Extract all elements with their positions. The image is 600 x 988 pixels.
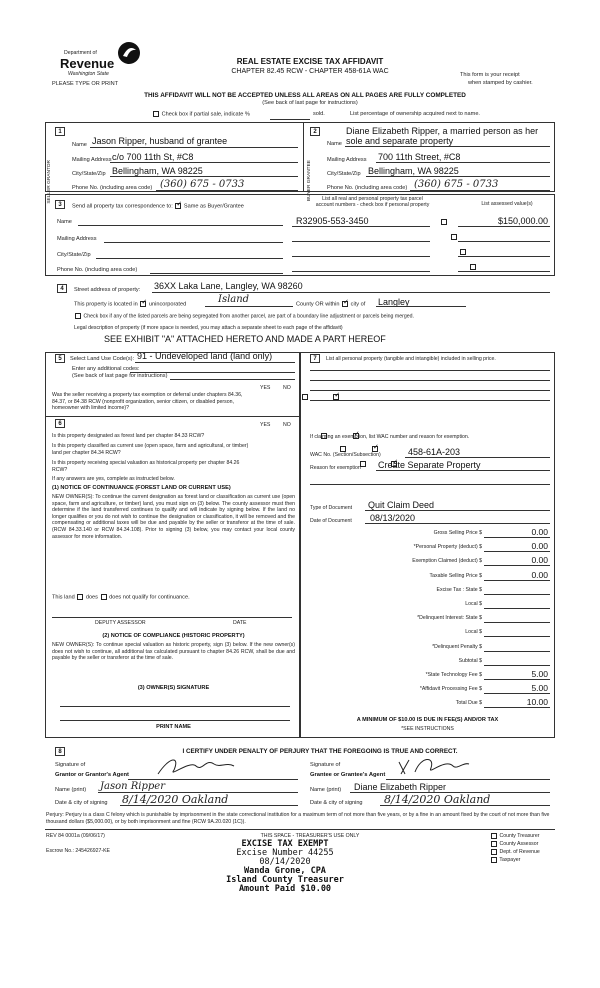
warning-text: THIS AFFIDAVIT WILL NOT BE ACCEPTED UNLESS ALL AREAS ON ALL PAGES ARE FULLY COMPLETED (144, 92, 466, 99)
dor-logo-mark-icon (116, 40, 142, 66)
grantee-date-city[interactable]: 8/14/2020 Oakland (384, 793, 491, 806)
stamp-line: Excise Number 44255 (236, 848, 334, 858)
seller-city[interactable]: Bellingham, WA 98225 (112, 166, 203, 176)
owner-signature: (3) OWNER(S) SIGNATURE (137, 685, 210, 691)
buyer-city[interactable]: Bellingham, WA 98225 (368, 166, 459, 176)
form-chapter: CHAPTER 82.45 RCW - CHAPTER 458-61A WAC (231, 68, 389, 75)
seller-mail-label: Mailing Address (72, 157, 112, 163)
section-8-number: 8 (55, 747, 65, 756)
seller-mail[interactable]: c/o 700 11th St, #C8 (112, 152, 194, 162)
legal-description-label: Legal description of property (if more space is needed, you may attach a separate sheet to each page of the affidavit) (74, 325, 343, 331)
parcel-header-1: List all real and personal property tax parcel (322, 196, 423, 202)
fee-value[interactable]: 10.00 (526, 697, 548, 708)
s6-if-yes: If any answers are yes, complete as instructed below. (52, 476, 175, 482)
does-not-checkbox[interactable] (101, 594, 107, 600)
s6-q1: Is this property designated as forest land per chapter 84.33 RCW? (52, 433, 205, 439)
city-name[interactable]: Langley (378, 297, 410, 307)
doc-date-label: Date of Document (310, 518, 352, 524)
section-2-number: 2 (310, 127, 320, 136)
exemption-question: Was the seller receiving a property tax exemption or deferral under chapters 84.36, 84.37, or 84.38 RCW (nonprofit organization, senior citizen, or disabled person, homeowner with limited income)? (52, 392, 243, 411)
s6-q3: Is this property receiving special valuation as historical property per chapter 84.26 RCW? (52, 460, 240, 473)
segregated-checkbox[interactable] (75, 313, 81, 319)
receipt-note-1: This form is your receipt (460, 72, 520, 78)
copy-recipient: County Assessor (490, 840, 540, 848)
fee-value[interactable]: 0.00 (531, 555, 548, 566)
buyer-side-label: BUYER GRANTEE (307, 160, 312, 202)
buyer-name-line2[interactable]: sole and separate property (346, 136, 454, 146)
seller-name-label: Name (72, 142, 87, 148)
seller-city-label: City/State/Zip (72, 171, 106, 177)
buyer-phone-label: Phone No. (including area code) (327, 185, 408, 191)
grantee-name-label: Name (print) (310, 787, 342, 793)
doc-type-label: Type of Document (310, 505, 353, 511)
does-checkbox[interactable] (77, 594, 83, 600)
perjury-notice: Perjury: Perjury is a class C felony which is punishable by imprisonment in the state correctional institution for a maximum term of not more than five years, or by a fine in an amount fixed by the court of not more than five thousand dollars ($5,000.00), or by both imprisonment and fine (RCW 9A.20.020 (1C)). (46, 812, 550, 825)
section-4-number: 4 (57, 284, 67, 293)
parcel-number[interactable]: R32905-553-3450 (296, 216, 369, 226)
seller-side-label: SELLER GRANTOR (47, 160, 52, 204)
grantor-name-label: Name (print) (55, 787, 87, 793)
grantee-print-name[interactable]: Diane Elizabeth Ripper (354, 782, 447, 792)
s3-phone-label: Phone No. (including area code) (57, 267, 138, 273)
land-use-code[interactable]: 91 - Undeveloped land (land only) (137, 351, 273, 361)
buyer-mail-label: Mailing Address (327, 157, 367, 163)
notice2-title: (2) NOTICE OF COMPLIANCE (HISTORIC PROPERTY) (102, 633, 245, 639)
grantor-date-label: Date & city of signing (55, 800, 108, 806)
s5-yes-checkbox[interactable] (302, 394, 308, 400)
wac-number[interactable]: 458-61A-203 (408, 447, 461, 457)
assessed-header: List assessed value(s) (481, 201, 533, 207)
see-instructions: *SEE INSTRUCTIONS (401, 726, 454, 732)
personal-property-label: List all personal property (tangible and intangible) included in selling price. (326, 356, 496, 362)
fee-label: Excise Tax : State $ (436, 586, 482, 593)
copy-checkbox[interactable] (491, 849, 497, 855)
exhibit-text[interactable]: SEE EXHIBIT "A" ATTACHED HERETO AND MADE A PART HEREOF (104, 334, 386, 344)
qualify-line: This land does does not qualify for continuance. (52, 594, 190, 601)
s5-no: NO (283, 385, 291, 391)
notice1-text: NEW OWNER(S): To continue the current designation as forest land or classification as current use (open space, farm and agriculture, or timber) land, you must sign on (3) below. The county assessor must then determine if the land transferred continues to qualify and will indicate by signing below. If the land no longer qualifies or you do not wish to continue the designation or classification, it will be removed and the compensating or additional taxes will be due and payable by the seller or transferor at the time of sale. (RCW 84.33.140 or RCW 84.34.108). Prior to signing (3) below, you may contact your local county assessor for more information. (52, 494, 295, 540)
seller-name[interactable]: Jason Ripper, husband of grantee (92, 136, 228, 146)
seller-phone-label: Phone No. (including area code) (72, 185, 153, 191)
doc-date[interactable]: 08/13/2020 (370, 513, 416, 523)
please-type: PLEASE TYPE OR PRINT (52, 81, 119, 87)
notice1-title: (1) NOTICE OF CONTINUANCE (FOREST LAND OR CURRENT USE) (52, 485, 231, 491)
segregated-note: Check box if any of the listed parcels are being segregated from another parcel, are part of a boundary line adjustment or parcels being merged. (74, 313, 414, 319)
buyer-city-label: City/State/Zip (327, 171, 361, 177)
section-7-number: 7 (310, 354, 320, 363)
same-as-buyer-checkbox[interactable] (175, 203, 181, 209)
stamp-line: Island County Treasurer (226, 875, 344, 885)
grantor-agent-label: Grantor or Grantor's Agent (55, 772, 129, 778)
buyer-name-line1[interactable]: Diane Elizabeth Ripper, a married person as her (346, 126, 539, 136)
copy-recipient: Taxpayer (490, 856, 540, 864)
buyer-name-label: Name (327, 141, 342, 147)
fee-value[interactable]: 0.00 (531, 541, 548, 552)
assessed-value[interactable]: $150,000.00 (497, 216, 548, 226)
stamp-line: EXCISE TAX EXEMPT (241, 839, 329, 849)
s3-mail-label: Mailing Address (57, 236, 97, 242)
fee-label: Exemption Claimed (deduct) $ (412, 558, 482, 565)
stamp-line: Amount Paid $10.00 (238, 884, 332, 894)
copy-checkbox[interactable] (491, 841, 497, 847)
copy-recipient: Dept. of Revenue (490, 848, 540, 856)
section-1-number: 1 (55, 127, 65, 136)
county-or-city: County OR within ✓ city of (296, 301, 365, 307)
street-label: Street address of property: (74, 287, 141, 293)
section-6-number: 6 (55, 419, 65, 428)
grantee-date-label: Date & city of signing (310, 800, 363, 806)
unincorporated-checkbox[interactable] (140, 301, 146, 307)
dept-line1: Department of (64, 50, 97, 56)
parcel-header-2: account numbers - check box if personal property (315, 202, 430, 208)
personal-property-checkbox-2[interactable] (451, 234, 457, 240)
grantee-sig-of: Signature of (310, 762, 341, 768)
fee-value[interactable]: 5.00 (531, 683, 548, 694)
fee-label: Local $ (465, 629, 482, 636)
notice2-text: NEW OWNER(S): To continue special valuation as historic property, sign (3) below. If the new owner(s) does not wish to continue, all additional tax calculated pursuant to chapter 84.26 RCW, shall be due and payable by the seller or transferor at the time of sale. (52, 642, 295, 662)
treasurer-stamp (190, 840, 380, 894)
reason-label: Reason for exemption (310, 465, 361, 471)
s6-q2: Is this property classified as current use (open space, farm and agricultural, or timber) land per chapter 84.34 RCW? (52, 443, 249, 456)
buyer-mail[interactable]: 700 11th Street, #C8 (378, 152, 461, 162)
sold-label: sold. (313, 111, 325, 117)
wac-label: WAC No. (Section/Subsection) (310, 452, 381, 458)
minimum-fee-note: A MINIMUM OF $10.00 IS DUE IN FEE(S) AND/OR TAX (356, 717, 499, 723)
section-5-number: 5 (55, 354, 65, 363)
fee-label: *Delinquent Penalty $ (432, 643, 482, 650)
fee-value[interactable]: 0.00 (531, 569, 548, 580)
wac-note: If claiming an exemption, list WAC number and reason for exemption. (310, 434, 470, 440)
partial-sale: Check box if partial sale, indicate % (152, 111, 250, 117)
reason-value[interactable]: Create Separate Property (378, 460, 481, 470)
deputy-assessor: DEPUTY ASSESSOR (95, 620, 146, 626)
grantor-print-name[interactable]: Jason Ripper (100, 781, 165, 792)
personal-property-checkbox-4[interactable] (470, 264, 476, 270)
escrow-number: Escrow No.: 245426927-KE (46, 848, 111, 854)
personal-property-checkbox-1[interactable] (441, 219, 447, 225)
fee-label: Local $ (465, 601, 482, 607)
s5-yes: YES (260, 385, 271, 391)
receipt-note-2: when stamped by cashier. (468, 80, 533, 86)
stamp-line: Wanda Grone, CPA (244, 866, 326, 876)
copy-recipient: County Treasurer (490, 832, 540, 840)
list-pct: List percentage of ownership acquired next to name. (350, 111, 480, 117)
section-3-number: 3 (55, 200, 65, 209)
s3-name-label: Name (57, 219, 72, 225)
fee-label: *Affidavit Processing Fee $ (419, 686, 482, 693)
grantor-signature[interactable] (150, 754, 240, 780)
land-use-label: Select Land Use Code(s): (70, 356, 135, 362)
fee-label: *State Technology Fee $ (425, 672, 482, 678)
s6-no: NO (283, 422, 291, 428)
rev-number: REV 84 0001a (09/06/17) (46, 833, 105, 839)
street-address[interactable]: 36XX Laka Lane, Langley, WA 98260 (154, 281, 303, 291)
fee-label: Subtotal $ (458, 657, 482, 664)
fee-value[interactable]: 5.00 (531, 669, 548, 679)
fee-label: Taxable Selling Price $ (429, 572, 482, 579)
personal-property-checkbox-3[interactable] (460, 249, 466, 255)
see-back: (See back of last page for instructions) (262, 100, 358, 106)
dept-line3: Washington State (68, 71, 109, 77)
copies-list (490, 832, 540, 864)
buyer-phone[interactable]: (360) 675 - 0733 (414, 179, 499, 190)
fee-label: Gross Selling Price $ (433, 530, 482, 536)
copy-checkbox[interactable] (491, 833, 497, 839)
grantee-agent-label: Grantee or Grantee's Agent (310, 772, 386, 778)
s3-city-label: City/State/Zip (57, 252, 91, 258)
fee-label: *Delinquent Interest: State $ (417, 615, 482, 622)
grantee-signature[interactable] (395, 752, 475, 780)
s6-yes: YES (260, 422, 271, 428)
copy-checkbox[interactable] (491, 857, 497, 863)
doc-type[interactable]: Quit Claim Deed (368, 500, 435, 510)
grantor-sig-of: Signature of (55, 762, 86, 768)
fee-value[interactable]: 0.00 (531, 527, 548, 537)
stamp-line: 08/14/2020 (259, 857, 311, 867)
send-correspondence: Send all property tax correspondence to: ✓ Same as Buyer/Grantee (72, 203, 244, 209)
grantor-date-city[interactable]: 8/14/2020 Oakland (122, 793, 229, 806)
print-name: PRINT NAME (156, 724, 191, 730)
dept-line2: Revenue (60, 56, 115, 71)
treasurer-use: THIS SPACE - TREASURER'S USE ONLY (260, 833, 360, 839)
form-title: REAL ESTATE EXCISE TAX AFFIDAVIT (236, 57, 384, 66)
fee-label: *Personal Property (deduct) $ (413, 544, 482, 551)
certify-statement: I CERTIFY UNDER PENALTY OF PERJURY THAT THE FOREGOING IS TRUE AND CORRECT. (182, 748, 458, 755)
deputy-date: DATE (233, 620, 247, 626)
s5-see-back: (See back of last page for instructions) (72, 373, 168, 379)
seller-phone[interactable]: (360) 675 - 0733 (160, 179, 245, 190)
fee-label: Total Due $ (455, 700, 482, 707)
city-checkbox[interactable] (342, 301, 348, 307)
located-in: This property is located in ✓ unincorporated (74, 301, 186, 307)
partial-sale-checkbox[interactable] (153, 111, 159, 117)
additional-codes: Enter any additional codes: (72, 366, 140, 372)
county-name[interactable]: Island (218, 294, 250, 305)
